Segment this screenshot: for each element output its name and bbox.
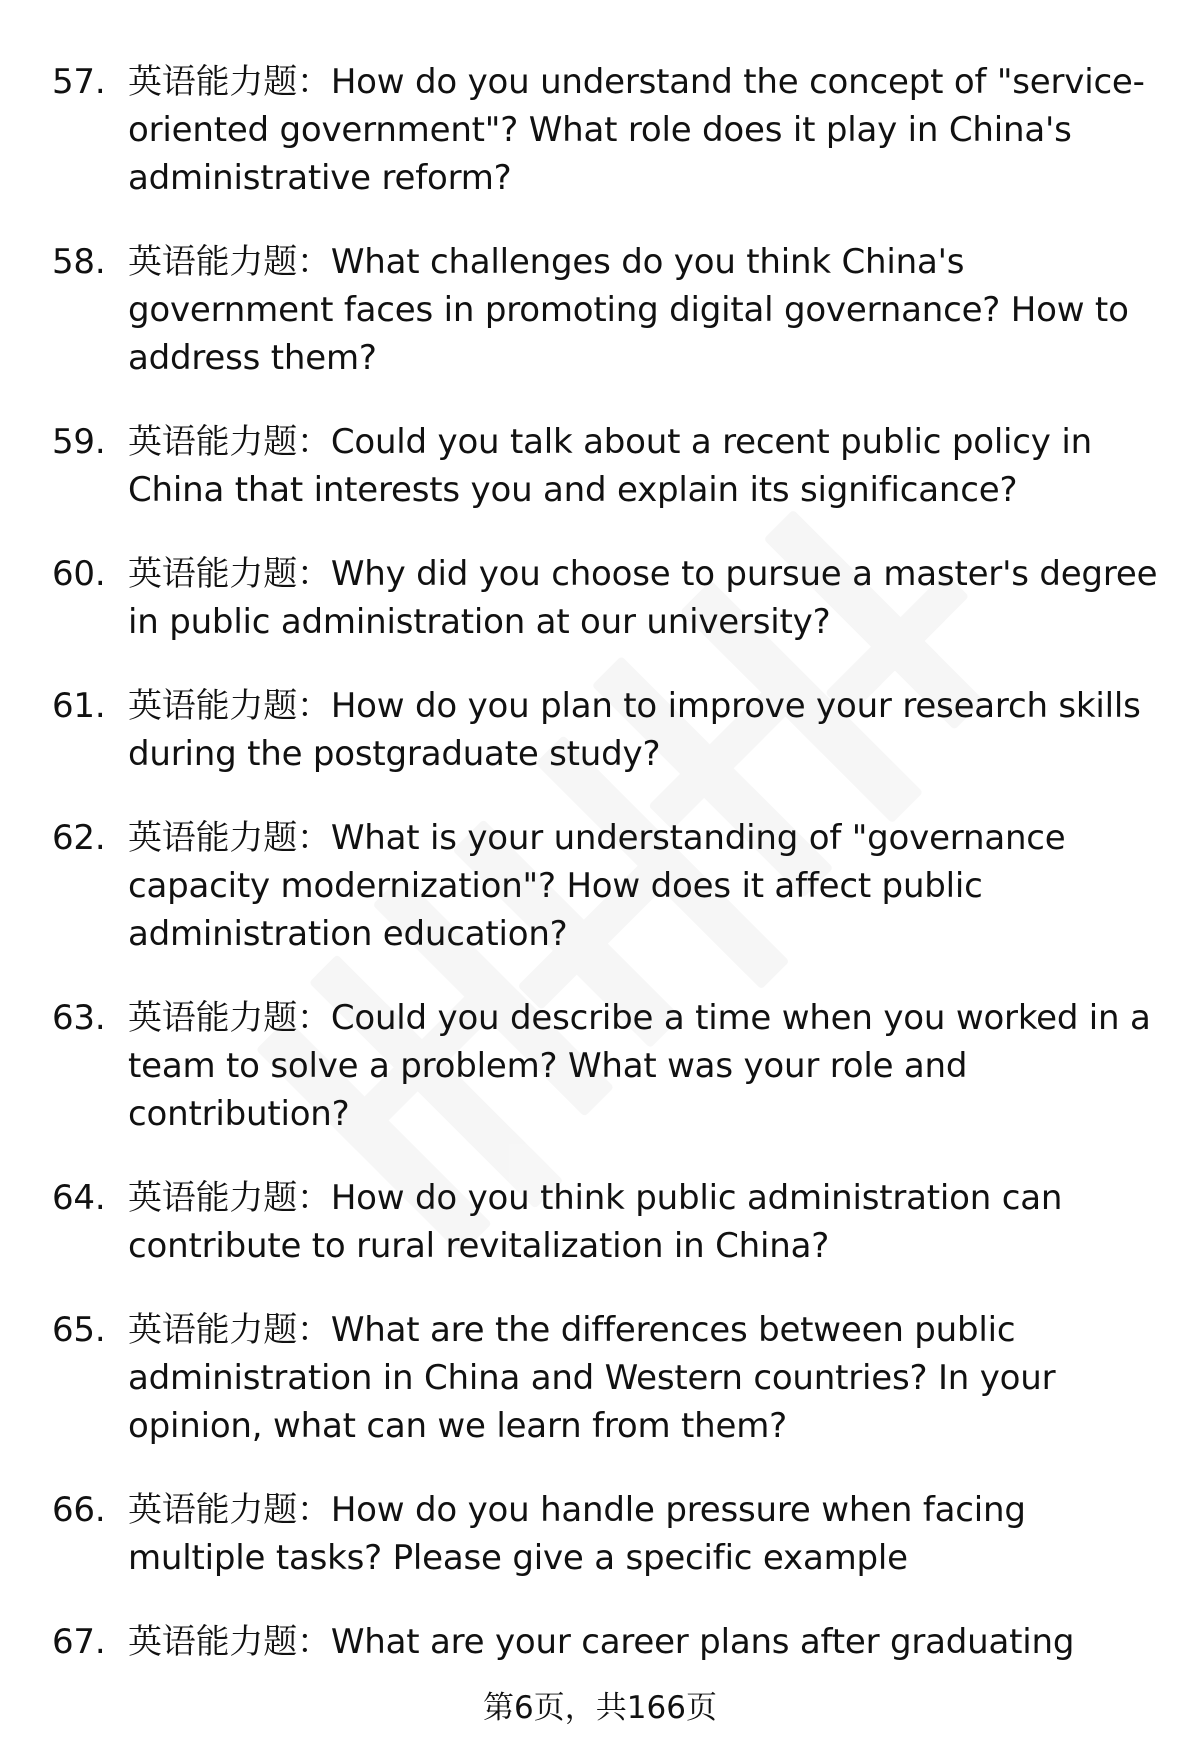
question-number: 61. bbox=[52, 686, 106, 726]
question-number: 65. bbox=[52, 1310, 106, 1350]
question-text: What challenges do you think China's government faces in promoting digital governance? How to address them? bbox=[128, 242, 1129, 378]
question-content bbox=[128, 238, 1162, 382]
question-separator: ： bbox=[297, 62, 331, 102]
question-content bbox=[128, 550, 1162, 646]
question-content bbox=[128, 1174, 1162, 1270]
question-separator: ： bbox=[297, 554, 331, 594]
question-tag: 英语能力题 bbox=[128, 686, 297, 726]
question-item-61 bbox=[52, 682, 1162, 778]
question-text: Why did you choose to pursue a master's degree in public administration at our university? bbox=[128, 554, 1158, 642]
question-text: How do you understand the concept of "service-oriented government"? What role does it play in China's administrative reform? bbox=[128, 62, 1145, 198]
question-number: 60. bbox=[52, 554, 106, 594]
question-content bbox=[128, 1618, 1162, 1666]
question-number: 57. bbox=[52, 62, 106, 102]
question-number: 67. bbox=[52, 1622, 106, 1662]
question-text: How do you plan to improve your research skills during the postgraduate study? bbox=[128, 686, 1141, 774]
question-item-66 bbox=[52, 1486, 1162, 1582]
question-text: How do you think public administration can contribute to rural revitalization in China? bbox=[128, 1178, 1063, 1266]
question-item-65 bbox=[52, 1306, 1162, 1450]
question-number: 64. bbox=[52, 1178, 106, 1218]
question-item-59 bbox=[52, 418, 1162, 514]
question-separator: ： bbox=[297, 686, 331, 726]
question-content bbox=[128, 994, 1162, 1138]
question-list bbox=[52, 58, 1162, 1666]
question-tag: 英语能力题 bbox=[128, 1490, 297, 1530]
question-separator: ： bbox=[297, 818, 331, 858]
question-item-64 bbox=[52, 1174, 1162, 1270]
question-tag: 英语能力题 bbox=[128, 818, 297, 858]
question-item-62 bbox=[52, 814, 1162, 958]
question-number: 59. bbox=[52, 422, 106, 462]
question-tag: 英语能力题 bbox=[128, 1310, 297, 1350]
page-footer: 第6页，共166页 bbox=[483, 1690, 717, 1726]
question-item-58 bbox=[52, 238, 1162, 382]
question-tag: 英语能力题 bbox=[128, 554, 297, 594]
question-text: What are the differences between public administration in China and Western countries? In your opinion, what can we learn from them? bbox=[128, 1310, 1056, 1446]
question-content bbox=[128, 814, 1162, 958]
question-separator: ： bbox=[297, 1622, 331, 1662]
question-tag: 英语能力题 bbox=[128, 1622, 297, 1662]
question-tag: 英语能力题 bbox=[128, 62, 297, 102]
question-text: Could you talk about a recent public policy in China that interests you and explain its significance? bbox=[128, 422, 1092, 510]
question-item-60 bbox=[52, 550, 1162, 646]
question-item-63 bbox=[52, 994, 1162, 1138]
question-content bbox=[128, 1486, 1162, 1582]
question-separator: ： bbox=[297, 242, 331, 282]
question-number: 62. bbox=[52, 818, 106, 858]
question-separator: ： bbox=[297, 1310, 331, 1350]
question-text: Could you describe a time when you worked in a team to solve a problem? What was your role and contribution? bbox=[128, 998, 1151, 1134]
question-text: How do you handle pressure when facing multiple tasks? Please give a specific example bbox=[128, 1490, 1026, 1578]
question-tag: 英语能力题 bbox=[128, 998, 297, 1038]
question-number: 66. bbox=[52, 1490, 106, 1530]
question-tag: 英语能力题 bbox=[128, 422, 297, 462]
question-separator: ： bbox=[297, 1178, 331, 1218]
question-content bbox=[128, 1306, 1162, 1450]
question-separator: ： bbox=[297, 1490, 331, 1530]
question-content bbox=[128, 418, 1162, 514]
question-tag: 英语能力题 bbox=[128, 1178, 297, 1218]
question-separator: ： bbox=[297, 998, 331, 1038]
question-number: 63. bbox=[52, 998, 106, 1038]
question-tag: 英语能力题 bbox=[128, 242, 297, 282]
question-separator: ： bbox=[297, 422, 331, 462]
question-content bbox=[128, 682, 1162, 778]
question-item-57 bbox=[52, 58, 1162, 202]
question-text: What are your career plans after graduating bbox=[330, 1622, 1075, 1662]
question-content bbox=[128, 58, 1162, 202]
question-number: 58. bbox=[52, 242, 106, 282]
question-item-67 bbox=[52, 1618, 1162, 1666]
question-text: What is your understanding of "governance capacity modernization"? How does it affect public administration education? bbox=[128, 818, 1066, 954]
